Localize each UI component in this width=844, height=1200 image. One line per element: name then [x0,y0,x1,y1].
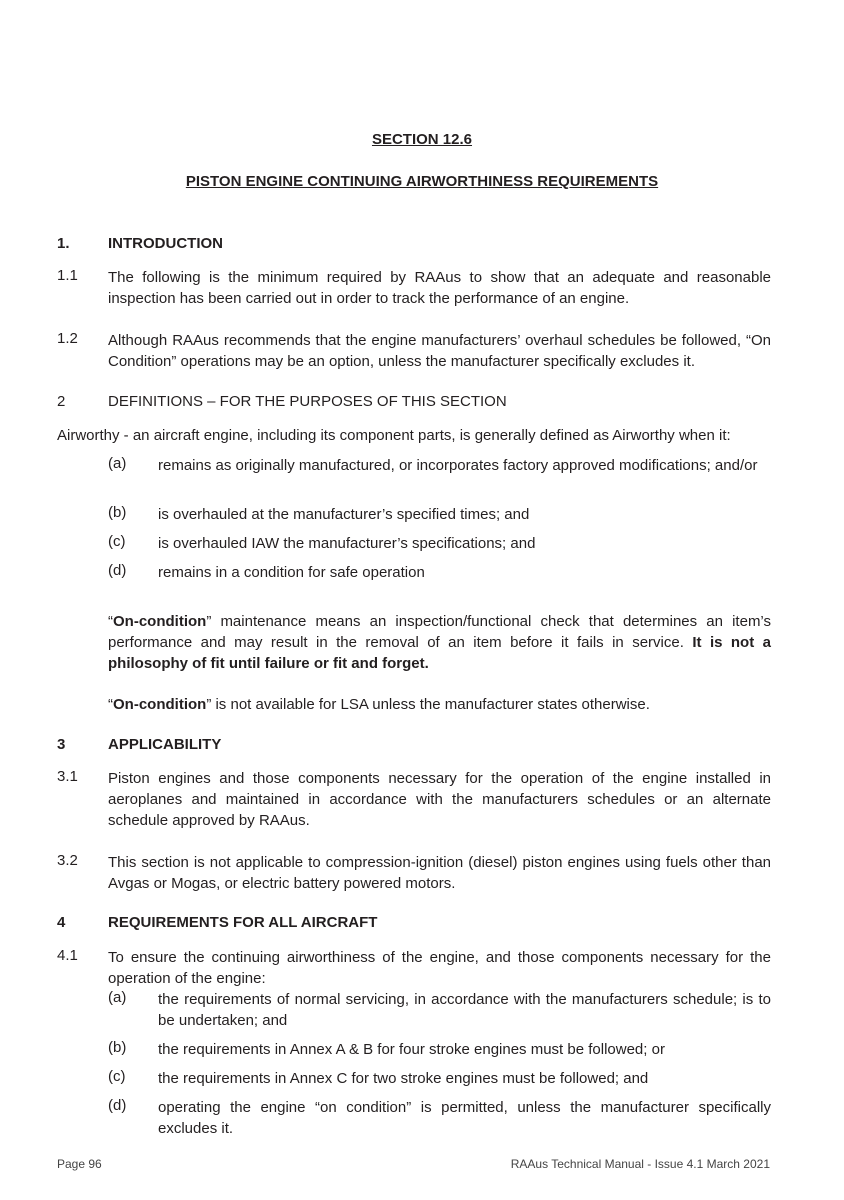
para-1-1-number: 1.1 [57,267,78,284]
para-1-2-number: 1.2 [57,330,78,347]
def-item-label: (a) [108,455,127,472]
para-1-1-text: The following is the minimum required by RAAus to show that an adequate and reasonable inspection has been carried out in order to track the performance of an engine. [108,269,771,307]
section-2-heading: DEFINITIONS – FOR THE PURPOSES OF THIS SECTION [108,393,507,410]
main-title: PISTON ENGINE CONTINUING AIRWORTHINESS REQUIREMENTS [185,173,659,190]
para-3-2-text: This section is not applicable to compression-ignition (diesel) piston engines using fuels other than Avgas or Mogas, or electric battery powered motors. [108,854,771,892]
req-item-text: the requirements in Annex C for two stroke engines must be followed; and [158,1070,649,1087]
section-1-number: 1. [57,235,70,252]
para-3-2-number: 3.2 [57,852,78,869]
req-item-text: the requirements of normal servicing, in accordance with the manufacturers schedule; is to be undertaken; and [158,991,771,1029]
section-2-number: 2 [57,393,66,410]
def-item-text: is overhauled at the manufacturer’s specified times; and [158,506,530,523]
req-item-label: (d) [108,1097,127,1114]
on-condition-term: On-condition [113,696,207,713]
def-item-label: (b) [108,504,127,521]
req-item-label: (a) [108,989,127,1006]
def-item-text: remains in a condition for safe operation [158,564,425,581]
on-condition-bold-tail: It is not a philosophy of fit until failure or fit and forget. [108,634,772,672]
def-item-text: is overhauled IAW the manufacturer’s specifications; and [158,535,536,552]
req-item-text: operating the engine “on condition” is permitted, unless the manufacturer specifically excludes it. [158,1099,771,1137]
quote-open: “ [108,696,113,713]
para-4-1-number: 4.1 [57,947,78,964]
def-item-label: (c) [108,533,126,550]
req-item-label: (b) [108,1039,127,1056]
para-3-1-text: Piston engines and those components necessary for the operation of the engine installed in aeroplanes and maintained in accordance with the manufacturers schedules or an alternate schedule approved by RAAus. [108,770,771,829]
section-1-heading: INTRODUCTION [108,235,223,252]
section-3-number: 3 [57,736,66,753]
on-condition-text: ” maintenance means an inspection/functional check that determines an item’s performance and may result in the removal of an item before it fails in service. [108,613,771,651]
on-condition-lsa-text: ” is not available for LSA unless the manufacturer states otherwise. [206,696,650,713]
on-condition-definition [108,611,771,674]
def-item-text: remains as originally manufactured, or incorporates factory approved modifications; and/or [158,457,758,474]
req-item-text: the requirements in Annex A & B for four stroke engines must be followed; or [158,1041,665,1058]
airworthy-definition: Airworthy - an aircraft engine, including its component parts, is generally defined as Airworthy when it: [57,427,731,444]
page-number: Page 96 [57,1157,102,1171]
section-4-heading: REQUIREMENTS FOR ALL AIRCRAFT [108,914,378,931]
section-3-heading: APPLICABILITY [108,736,222,753]
para-1-2-text: Although RAAus recommends that the engine manufacturers’ overhaul schedules be followed, “On Condition” operations may be an option, unless the manufacturer specifically excludes it. [108,332,771,370]
on-condition-term: On-condition [113,613,207,630]
on-condition-lsa-note [108,694,771,715]
section-4-number: 4 [57,914,66,931]
req-item-label: (c) [108,1068,126,1085]
para-3-1-number: 3.1 [57,768,78,785]
section-title: SECTION 12.6 [371,131,473,148]
def-item-label: (d) [108,562,127,579]
manual-issue: RAAus Technical Manual - Issue 4.1 March 2021 [510,1157,770,1171]
quote-open: “ [108,613,113,630]
para-4-1-text: To ensure the continuing airworthiness of the engine, and those components necessary for the operation of the engine: [108,949,771,987]
